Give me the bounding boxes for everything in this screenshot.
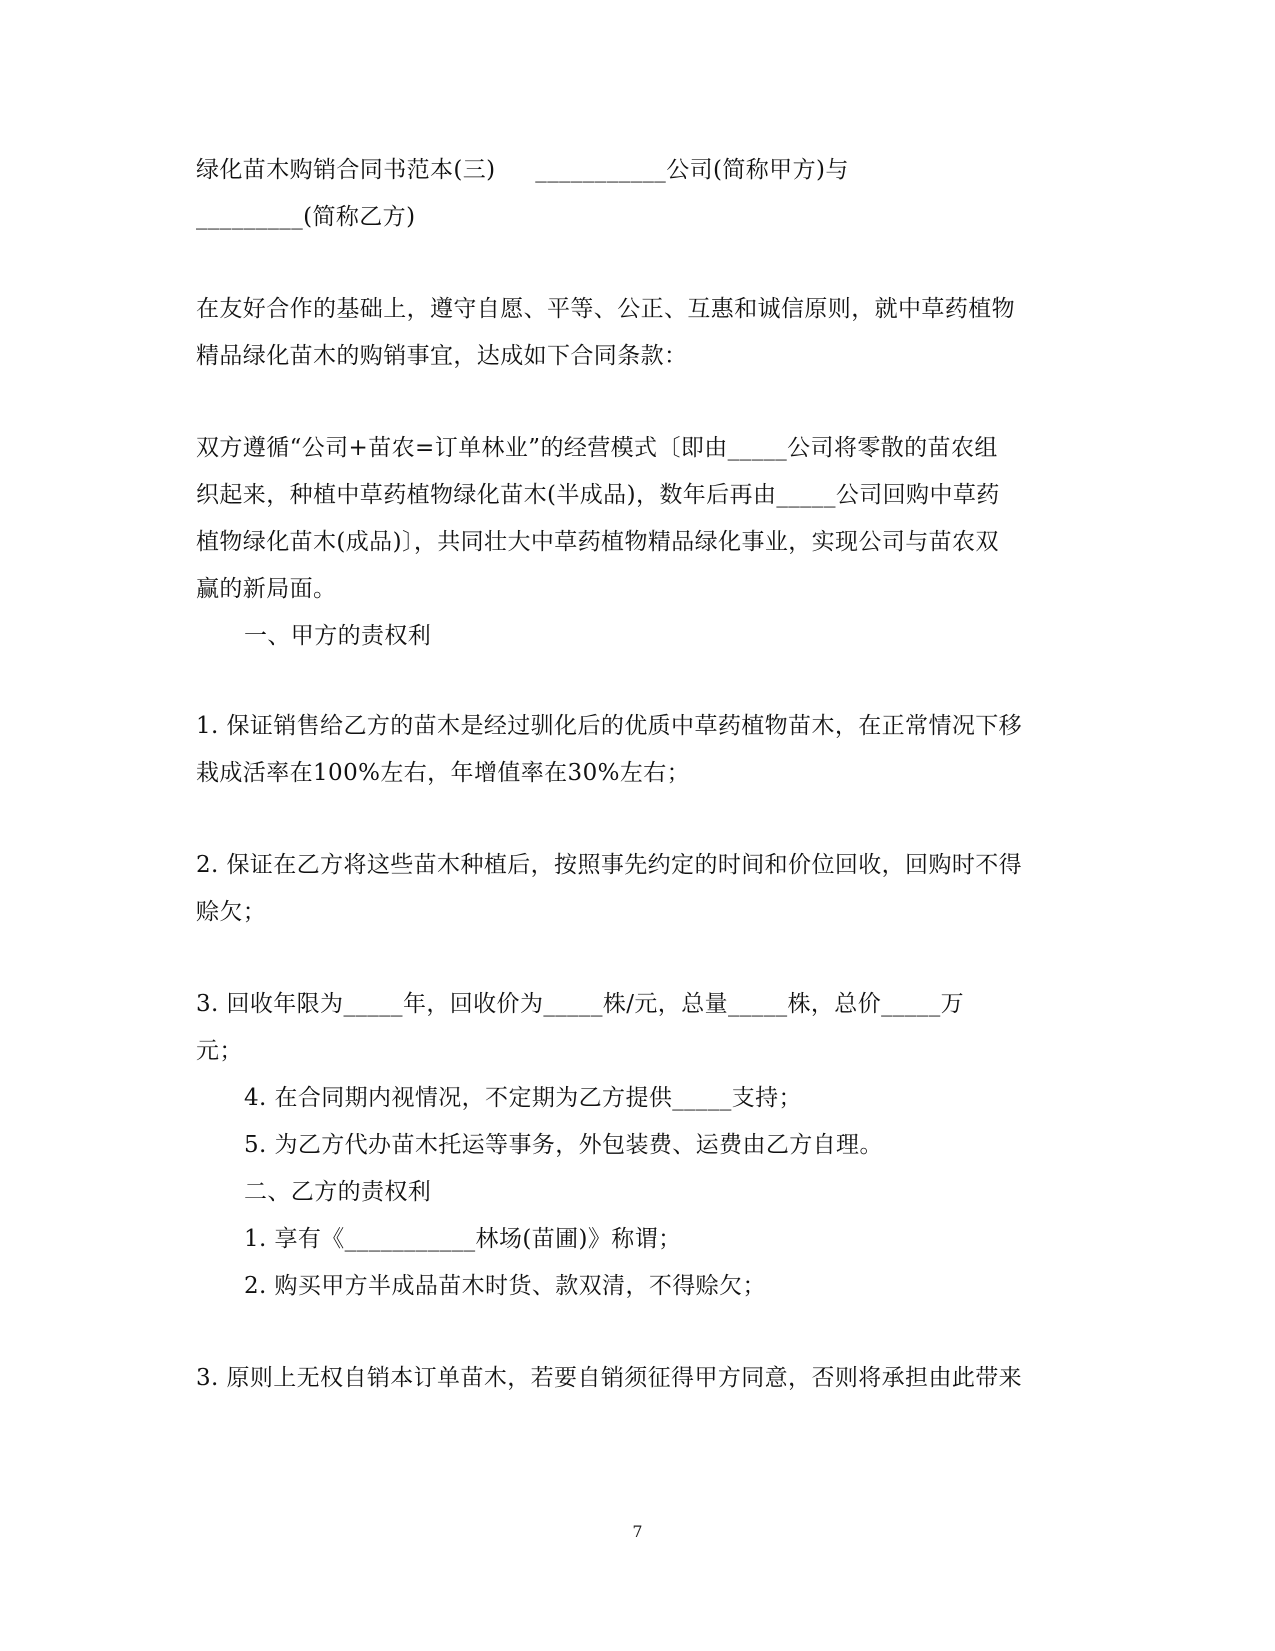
clause-line: 2. 保证在乙方将这些苗木种植后，按照事先约定的时间和价位回收，回购时不得 — [196, 852, 1023, 878]
section-heading-party-a: 一、甲方的责权利 — [244, 623, 432, 649]
clause-line: 栽成活率在100%左右，年增值率在30%左右； — [196, 760, 691, 786]
body-line: 赢的新局面。 — [196, 576, 337, 602]
clause-line: 1. 保证销售给乙方的苗木是经过驯化后的优质中草药植物苗木，在正常情况下移 — [196, 713, 1023, 739]
clause-line: 2. 购买甲方半成品苗木时货、款双清，不得赊欠； — [244, 1273, 766, 1299]
clause-line: 1. 享有《___________林场(苗圃)》称谓； — [244, 1226, 682, 1252]
clause-line: 3. 原则上无权自销本订单苗木，若要自销须征得甲方同意，否则将承担由此带来 — [196, 1365, 1023, 1391]
clause-line: 元； — [196, 1038, 243, 1064]
clause-line: 4. 在合同期内视情况，不定期为乙方提供_____支持； — [244, 1085, 802, 1111]
party-b-line: _________(简称乙方) — [196, 204, 416, 230]
clause-line: 5. 为乙方代办苗木托运等事务，外包装费、运费由乙方自理。 — [244, 1132, 883, 1158]
body-line: 植物绿化苗木(成品)〕，共同壮大中草药植物精品绿化事业，实现公司与苗农双 — [196, 529, 999, 555]
title-line: 绿化苗木购销合同书范本(三) ___________公司(简称甲方)与 — [196, 157, 849, 183]
section-heading-party-b: 二、乙方的责权利 — [244, 1179, 432, 1205]
clause-line: 3. 回收年限为_____年，回收价为_____株/元，总量_____株，总价_____万 — [196, 991, 965, 1017]
clause-line: 赊欠； — [196, 899, 267, 925]
page-number: 7 — [632, 1522, 643, 1541]
body-line: 在友好合作的基础上，遵守自愿、平等、公正、互惠和诚信原则，就中草药植物 — [196, 296, 1015, 322]
body-line: 精品绿化苗木的购销事宜，达成如下合同条款： — [196, 343, 688, 369]
body-line: 双方遵循“公司+苗农=订单林业”的经营模式〔即由_____公司将零散的苗农组 — [196, 435, 998, 461]
body-line: 织起来，种植中草药植物绿化苗木(半成品)，数年后再由_____公司回购中草药 — [196, 482, 1000, 508]
